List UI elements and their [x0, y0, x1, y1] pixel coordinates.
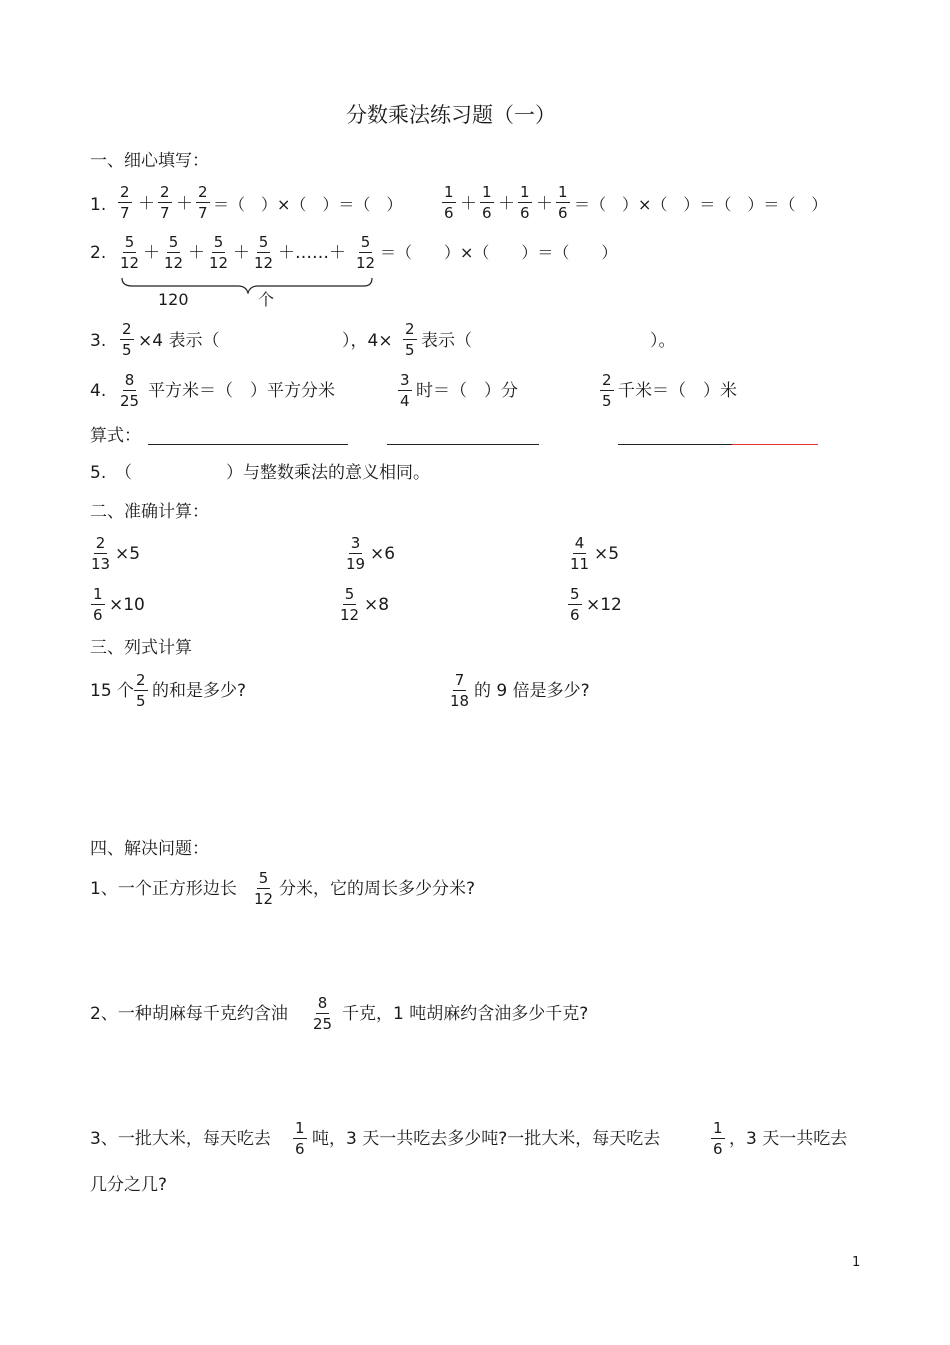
plus-sign: ＋	[176, 194, 193, 214]
list-calc-a-pre: 15 个	[90, 681, 135, 701]
fraction: $\frac{1}{6}$	[713, 1119, 723, 1158]
q4c-text: 千米＝（ ）米	[618, 381, 737, 401]
fraction: $\frac{5}{12}$	[254, 233, 274, 272]
fraction: $\frac{2}{7}$	[198, 183, 208, 222]
problem-1-pre: 1、一个正方形边长	[90, 879, 237, 899]
answer-line	[618, 444, 732, 445]
fraction: $\frac{1}{6}$	[482, 183, 492, 222]
calc-op: ×5	[594, 544, 620, 564]
fraction: $\frac{2}{13}$	[91, 534, 111, 573]
fraction: $\frac{5}{12}$	[164, 233, 184, 272]
problem-2-post: 千克，1 吨胡麻约含油多少千克?	[342, 1004, 589, 1024]
plus-sign: ＋	[233, 243, 250, 263]
fraction: $\frac{1}{6}$	[93, 585, 103, 624]
fraction: $\frac{2}{5}$	[136, 671, 146, 710]
brace-count: 120	[158, 290, 189, 309]
list-calc-b-post: 的 9 倍是多少?	[474, 681, 590, 701]
q1b-answer-blanks: ＝（ ）×（ ）＝（ ）＝（ ）	[574, 195, 828, 214]
section-1-heading: 一、细心填写：	[90, 151, 209, 171]
list-calc-a-post: 的和是多少?	[152, 681, 247, 701]
formula-label: 算式：	[90, 426, 141, 446]
fraction: $\frac{5}{12}$	[209, 233, 229, 272]
problem-3-mid: 吨，3 天一共吃去多少吨?一批大米，每天吃去	[312, 1129, 661, 1149]
section-3-heading: 三、列式计算	[90, 638, 192, 658]
q4b-text: 时＝（ ）分	[416, 381, 518, 401]
fraction: $\frac{2}{5}$	[405, 320, 415, 359]
problem-2-pre: 2、一种胡麻每千克约含油	[90, 1004, 288, 1024]
calc-op: ×8	[364, 595, 390, 615]
plus-sign: ＋	[138, 194, 155, 214]
brace-unit: 个	[258, 290, 275, 309]
plus-sign: ＋	[498, 194, 515, 214]
worksheet-title: 分数乘法练习题（一）	[346, 103, 556, 127]
answer-line-red	[732, 444, 818, 445]
fraction: $\frac{5}{12}$	[120, 233, 140, 272]
fraction: $\frac{8}{25}$	[313, 994, 333, 1033]
fraction: $\frac{3}{4}$	[400, 371, 410, 410]
q5-number: 5.	[90, 463, 107, 483]
problem-3-pre: 3、一批大米，每天吃去	[90, 1129, 271, 1149]
problem-3-post: ，3 天一共吃去	[729, 1129, 848, 1149]
calc-op: ×10	[109, 595, 145, 615]
q1-number: 1.	[90, 195, 107, 215]
fraction: $\frac{1}{6}$	[444, 183, 454, 222]
fraction: $\frac{4}{11}$	[570, 534, 590, 573]
q2-number: 2.	[90, 243, 107, 263]
section-2-heading: 二、准确计算：	[90, 502, 209, 522]
fraction: $\frac{2}{7}$	[160, 183, 170, 222]
q5-text-2: ）与整数乘法的意义相同。	[226, 463, 430, 483]
fraction: $\frac{5}{12}$	[356, 233, 376, 272]
q4-number: 4.	[90, 381, 107, 401]
q1a-answer-blanks: ＝（ ）×（ ）＝（ ）	[213, 195, 403, 214]
answer-line	[387, 444, 539, 445]
ellipsis-plus: ＋……＋	[278, 243, 346, 263]
q3-text-3: 表示（	[421, 331, 472, 351]
fraction: $\frac{1}{6}$	[295, 1119, 305, 1158]
plus-sign: ＋	[143, 243, 160, 263]
fraction: $\frac{2}{5}$	[602, 371, 612, 410]
fraction: $\frac{1}{6}$	[558, 183, 568, 222]
plus-sign: ＋	[536, 194, 553, 214]
fraction: $\frac{8}{25}$	[120, 371, 140, 410]
fraction: $\frac{5}{12}$	[340, 585, 360, 624]
calc-op: ×5	[115, 544, 141, 564]
fraction: $\frac{5}{6}$	[570, 585, 580, 624]
fraction: $\frac{3}{19}$	[346, 534, 366, 573]
problem-3-line-2: 几分之几?	[90, 1175, 168, 1195]
fraction: $\frac{7}{18}$	[450, 671, 470, 710]
q3-text-1: ×4 表示（	[138, 331, 220, 351]
plus-sign: ＋	[188, 243, 205, 263]
calc-op: ×6	[370, 544, 396, 564]
fraction: $\frac{5}{12}$	[254, 869, 274, 908]
fraction: $\frac{2}{5}$	[122, 320, 132, 359]
answer-line	[148, 444, 348, 445]
q5-text-1: （	[115, 463, 132, 483]
plus-sign: ＋	[460, 194, 477, 214]
fraction: $\frac{1}{6}$	[520, 183, 530, 222]
section-4-heading: 四、解决问题：	[90, 839, 209, 859]
q4a-text: 平方米＝（ ）平方分米	[148, 381, 335, 401]
fraction: $\frac{2}{7}$	[120, 183, 130, 222]
calc-op: ×12	[586, 595, 622, 615]
q3-text-4: ）。	[650, 331, 676, 351]
q2-answer-blanks: ＝（ ）×（ ）＝（ ）	[380, 243, 618, 262]
q3-number: 3.	[90, 331, 107, 351]
page-number: 1	[852, 1255, 861, 1270]
q3-text-2: ），4×	[342, 331, 393, 351]
problem-1-post: 分米，它的周长多少分米?	[279, 879, 476, 899]
